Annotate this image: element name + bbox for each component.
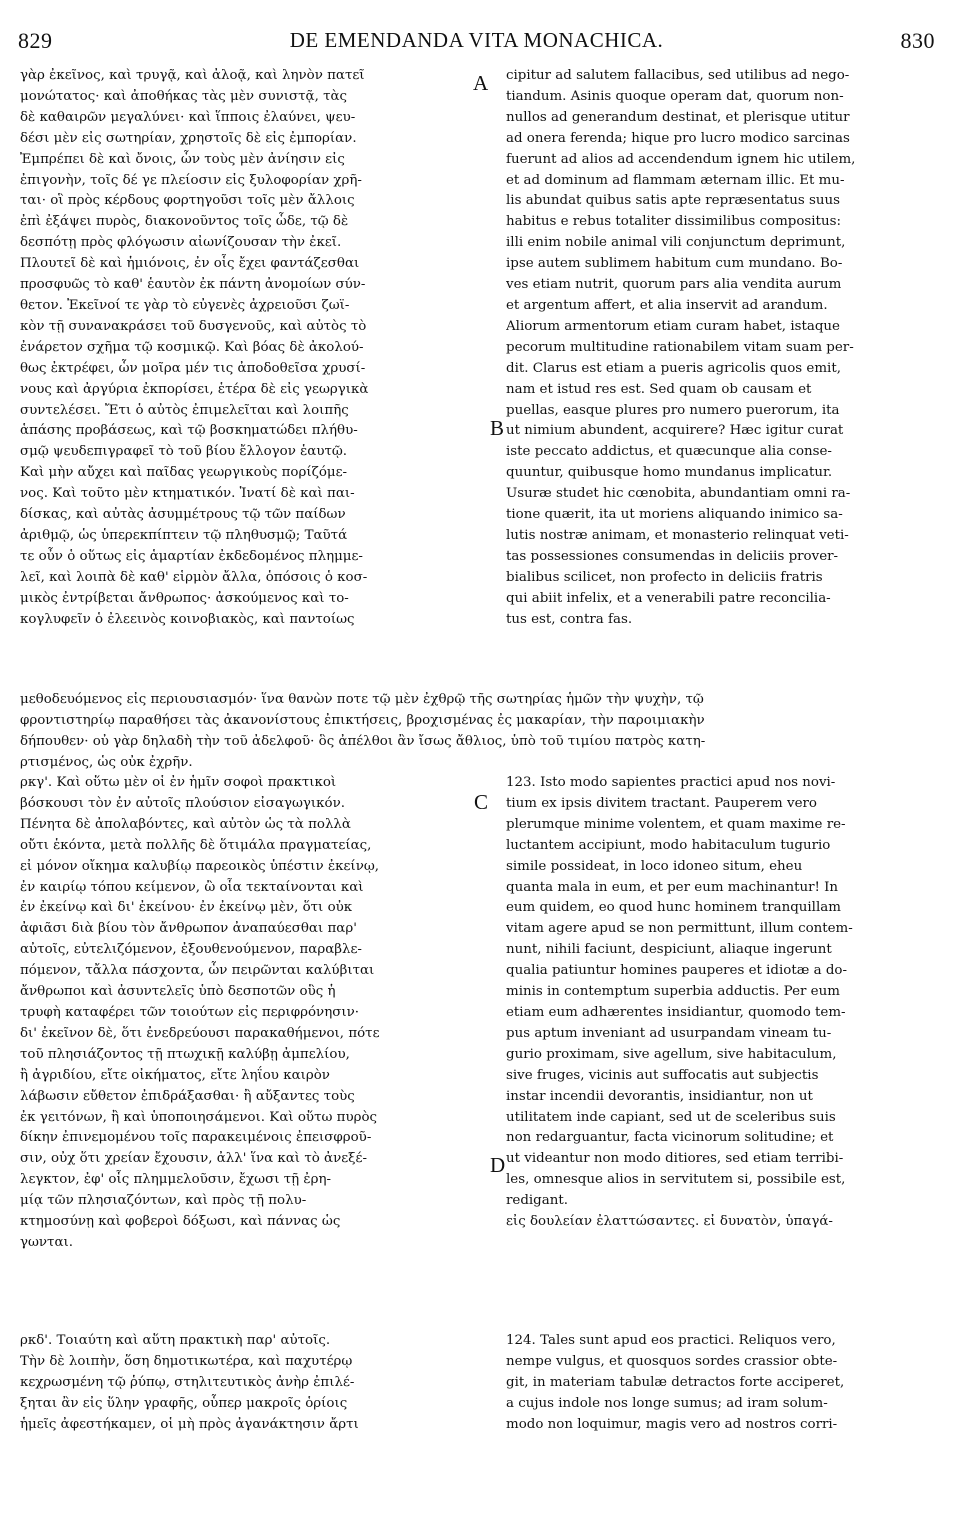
latin-line: pecorum multitudine rationabilem vitam suam per- — [506, 339, 854, 355]
greek-line: δήπουθεν· οὐ γὰρ δηλαδὴ τὴν τοῦ ἀδελφοῦ· ὃς ἀπέλθοι ἂν ἴσως ἄθλιος, ὑπὸ τοῦ τιμίου πατρὸς κατη- — [20, 733, 706, 749]
latin-line: luctantem accipiunt, modo habitaculum tugurio — [506, 837, 831, 853]
page-number-left: 829 — [18, 28, 53, 53]
latin-line: quuntur, quibusque homo mundanus implicatur. — [506, 465, 833, 481]
greek-bleed-line: εἰς δουλείαν ἐλαττώσαντες. εἰ δυνατὸν, ὑπαγά- — [506, 1214, 833, 1229]
greek-line: κὸν τῇ συνανακράσει τοῦ δυσγενοῦς, καὶ αὐτὸς τὸ — [20, 318, 367, 334]
latin-column-section-124 — [506, 1331, 946, 1436]
latin-line: lutis nostræ animam, et monasterio relinquat veti- — [506, 527, 849, 543]
latin-line: utilitatem inde capiant, sed ut de sceleribus suis — [506, 1109, 836, 1125]
greek-line: δέσι μὲν εἰς σωτηρίαν, χρηστοῖς δὲ εἰς ἐμπορίαν. — [20, 130, 357, 146]
greek-line: ἐπιγονὴν, τοῖς δέ γε πλείοσιν εἰς ξυλοφορίαν χρῆ- — [20, 172, 362, 188]
latin-line: gurio proximam, sive agellum, sive habitaculum, — [506, 1046, 837, 1062]
latin-column-top — [506, 66, 946, 630]
greek-line: ἐκ γειτόνων, ἢ καὶ ὑποποιησάμενοι. Καὶ οὕτω πυρὸς — [20, 1109, 378, 1125]
greek-line: νους καὶ ἀργύρια ἐκπορίσει, ἑτέρα δὲ εἰς γεωργικὰ — [20, 381, 369, 397]
latin-line: tus est, contra fas. — [506, 611, 633, 627]
greek-line: τε οὖν ὁ οὕτως εἰς ἁμαρτίαν ἐκδεδομένος πλημμε- — [20, 548, 363, 564]
latin-line: ves etiam nutrit, quorum pars alia vendita aurum — [506, 277, 842, 293]
greek-line: κογλυφεῖν ὁ ἐλεεινὸς κοινοβιακὸς, καὶ παντοίως — [20, 611, 355, 627]
greek-line: ἐνάρετον σχῆμα τῷ κοσμικῷ. Καὶ βόας δὲ ἀκολού- — [20, 339, 364, 355]
latin-line: nempe vulgus, et quosquos sordes crassior obte- — [506, 1353, 838, 1369]
latin-line: tione quærit, ita ut moriens aliquando inimico sa- — [506, 507, 843, 523]
latin-line: les, omnesque alios in servitutem si, possibile est, — [506, 1172, 846, 1188]
greek-line: ἀφιᾶσι διὰ βίου τὸν ἄνθρωπον ἀναπαύεσθαι παρ' — [20, 921, 357, 937]
greek-line: λάβωσιν εὔθετον ἐπιδράξασθαι· ἢ αὔξαντες τοὺς — [20, 1088, 355, 1104]
latin-line: sive fruges, vicinis aut suffocatis aut subjectis — [506, 1067, 819, 1083]
greek-line: εἰ μόνον οἴκημα καλυβίῳ παρεοικὸς ὑπέστιν ἐκείνῳ, — [20, 858, 380, 874]
greek-line: φροντιστηρίῳ παραθήσει τὰς ἀκανονίστους ἐπικτήσεις, βροχισμένας ἐς μακαρίαν, τὴν παροιμιακὴν — [20, 712, 705, 728]
latin-line: minis in contemptum superbia adductis. Per eum — [506, 984, 840, 1000]
latin-line: Usuræ studet hic cœnobita, abundantiam omni ra- — [506, 486, 851, 502]
greek-line: αὐτοῖς, εὐτελιζόμενον, ἐξουθενούμενον, παραβλε- — [20, 942, 362, 958]
greek-column-section-123 — [20, 773, 490, 1254]
latin-line: nullos ad generandum destinat, et plerisque utitur — [506, 109, 850, 125]
greek-line: ἄνθρωποι καὶ ἀσυντελεῖς ὑπὸ δεσποτῶν οὓς ἡ — [20, 984, 336, 1000]
greek-line: Τὴν δὲ λοιπὴν, ὅση δημοτικωτέρα, καὶ παχυτέρῳ — [20, 1353, 353, 1369]
greek-line: δεσπότῃ πρὸς φλόγωσιν αἰωνίζουσαν τὴν ἐκεῖ. — [20, 235, 342, 251]
greek-line: τρυφὴ καταφέρει τῶν τοιούτων εἰς περιφρόνησιν· — [20, 1004, 360, 1020]
latin-column-section-123 — [506, 773, 946, 1212]
greek-line: νος. Καὶ τοῦτο μὲν κτηματικόν. Ἱνατί δὲ καὶ παι- — [20, 486, 355, 502]
greek-line: κτημοσύνῃ καὶ φοβεροὶ δόξωσι, καὶ πάννας ὡς — [20, 1214, 341, 1230]
greek-line: γὰρ ἐκεῖνος, καὶ τρυγᾷ, καὶ ἀλοᾷ, καὶ ληνὸν πατεῖ — [20, 68, 365, 83]
greek-line: βόσκουσι τὸν ἐν αὐτοῖς πλούσιον εἰσαγωγικόν. — [20, 795, 345, 811]
latin-line: nam et istud res est. Sed quam ob causam et — [506, 381, 812, 397]
latin-line: iste peccato addictus, et quæcunque alia conse- — [506, 444, 832, 460]
greek-line: λεγκτον, ἐφ' οἷς πλημμελοῦσιν, ἔχωσι τῇ ἐρη- — [20, 1172, 332, 1188]
greek-column-top — [20, 66, 490, 630]
latin-line: qui abiit infelix, et a venerabili patre reconcilia- — [506, 590, 831, 606]
latin-line: ut nimium abundent, acquirere? Hæc igitur curat — [506, 423, 844, 439]
greek-line: ρκδ'. Τοιαύτη καὶ αὕτη πρακτικὴ παρ' αὐτοῖς. — [20, 1333, 331, 1348]
greek-full-width-passage — [20, 690, 946, 774]
latin-line: et argentum affert, et alia inservit ad arandum. — [506, 297, 828, 313]
latin-line: tiandum. Asinis quoque operam dat, quorum non- — [506, 88, 844, 104]
greek-line: ἐν καιρίῳ τόπου κείμενον, ὢ οἷα τεκταίνονται καὶ — [20, 879, 364, 895]
greek-line: ται· οἳ πρὸς κέρδους φορτηγοῦσι τοῖς μὲν ἄλλοις — [20, 193, 355, 209]
greek-line: ἡμεῖς ἀφεστήκαμεν, οἱ μὴ πρὸς ἀγανάκτησιν ἄρτι — [20, 1416, 359, 1432]
greek-line: μονώτατος· καὶ ἀποθήκας τὰς μὲν συνιστᾷ, τὰς — [20, 88, 348, 104]
latin-line: qualia patiuntur homines pauperes et idiotæ a do- — [506, 963, 847, 979]
latin-line: 123. Isto modo sapientes practici apud nos novi- — [506, 775, 836, 790]
latin-line: tium ex ipsis divitem tractant. Pauperem vero — [506, 795, 817, 811]
page-number-right: 830 — [900, 28, 935, 53]
greek-line: Πλουτεῖ δὲ καὶ ἡμιόνοις, ἐν οἷς ἔχει φαντάζεσθαι — [20, 256, 360, 272]
latin-line: simile possideat, in loco idoneo situm, eheu — [506, 858, 803, 874]
latin-line: illi enim nobile animal vili conjunctum deprimunt, — [506, 235, 846, 251]
latin-line: ad onera ferenda; hique pro lucro modico sarcinas — [506, 130, 850, 146]
greek-line: οὔτι ἑκόντα, μετὰ πολλῆς δὲ ὅτιμάλα πραγματείας, — [20, 837, 372, 853]
greek-line: δίσκας, καὶ αὐτὰς ἀσυμμέτρους τῷ τῶν παίδων — [20, 507, 346, 523]
greek-line: ρτισμένος, ὡς οὐκ ἐχρῆν. — [20, 754, 193, 770]
greek-line: Ἐμπρέπει δὲ καὶ ὄνοις, ὧν τοὺς μὲν ἀνίησιν εἰς — [20, 151, 345, 167]
greek-line: σμῷ ψευδεπιγραφεῖ τὸ τοῦ βίου ἔλλογον ἑαυτῷ. — [20, 444, 348, 460]
greek-line: ἐν ἐκείνῳ καὶ δι' ἐκείνου· ἐν ἐκείνῳ μὲν, ὅτι οὐκ — [20, 900, 353, 916]
greek-line: Πένητα δὲ ἀπολαβόντες, καὶ αὐτὸν ὡς τὰ πολλὰ — [20, 816, 351, 832]
latin-line: modo non loquimur, magis vero ad nostros corri- — [506, 1416, 838, 1432]
running-title: DE EMENDANDA VITA MONACHICA. — [289, 28, 664, 52]
latin-line: quanta mala in eum, et per eum machinantur! In — [506, 879, 839, 895]
greek-line: πόμενον, τἄλλα πάσχοντα, ὧν πειρῶνται καλύβιται — [20, 963, 375, 979]
latin-line: vitam agere apud se non permittunt, illum contem- — [506, 921, 853, 937]
latin-line: instar incendii devorantis, insidiantur, non ut — [506, 1088, 813, 1104]
greek-line: ἢ ἀγριδίου, εἴτε οἰκήματος, εἴτε ληΐου καιρὸν — [20, 1067, 330, 1083]
greek-line: θως ἐκτρέφει, ὧν μοῖρα μέν τις ἀποδοθεῖσα χρυσί- — [20, 360, 366, 376]
greek-line: συντελέσει. Ἔτι ὁ αὐτὸς ἐπιμελεῖται καὶ λοιπῆς — [20, 402, 349, 418]
latin-line: eum quidem, eo quod hunc hominem tranquillam — [506, 900, 841, 916]
latin-line: cipitur ad salutem fallacibus, sed utilibus ad nego- — [506, 68, 850, 83]
latin-line: redigant. — [506, 1193, 568, 1209]
greek-line: ξηται ἂν εἰς ὕλην γραφῆς, οὗπερ μακροῖς ὁρίοις — [20, 1395, 348, 1411]
latin-line: bialibus scilicet, non profecto in deliciis fratris — [506, 569, 823, 585]
greek-line: τοῦ πλησιάζοντος τῇ πτωχικῇ καλύβῃ ἀμπελίου, — [20, 1046, 350, 1062]
greek-line: μεθοδευόμενος εἰς περιουσιασμόν· ἵνα θανὼν ποτε τῷ μὲν ἐχθρῷ τῆς σωτηρίας ἡμῶν τὴν ψυχὴν, τῷ — [20, 692, 704, 707]
latin-line: plerumque minime volentem, et quam maxime re- — [506, 816, 846, 832]
greek-line: κεχρωσμένη τῷ ῥύπῳ, στηλιτευτικὸς ἀνὴρ ἐπιλέ- — [20, 1374, 355, 1390]
greek-line: μικὸς ἐντρίβεται ἄνθρωπος· ἀσκούμενος καὶ το- — [20, 590, 349, 606]
latin-line: fuerunt ad alios ad accendendum ignem hic utilem, — [506, 151, 856, 167]
latin-line: non redarguantur, facta vicinorum solitudine; et — [506, 1130, 834, 1146]
greek-line: θετον. Ἐκεῖνοί τε γὰρ τὸ εὐγενὲς ἀχρειοῦσι ζωϊ- — [20, 297, 350, 313]
latin-line: ipse autem sublimem habitum cum mundano. Bo- — [506, 256, 843, 272]
margin-letter-b: B — [490, 416, 505, 440]
greek-line: σιν, οὐχ ὅτι χρείαν ἔχουσιν, ἀλλ' ἵνα καὶ τὸ ἀνεξέ- — [20, 1151, 367, 1167]
latin-line: tas possessiones consumendas in deliciis prover- — [506, 548, 839, 564]
latin-line: puellas, easque plures pro numero puerorum, ita — [506, 402, 840, 418]
running-header — [18, 28, 935, 58]
margin-letter-a: A — [473, 71, 489, 95]
greek-line: δίκην ἐπινεμομένου τοῖς παρακειμένοις ἐπεισφροῦ- — [20, 1130, 372, 1146]
latin-line: 124. Tales sunt apud eos practici. Reliquos vero, — [506, 1333, 836, 1348]
greek-line: προσφυῶς τὸ καθ' ἑαυτὸν ἐκ πάντη ἀνομοίων σύν- — [20, 277, 366, 293]
latin-line: etiam eum adhærentes insidiantur, quomodo tem- — [506, 1004, 846, 1020]
greek-line: δι' ἐκεῖνον δὲ, ὅτι ἐνεδρεύουσι παρακαθήμενοι, πότε — [20, 1025, 380, 1041]
greek-line: ἐπὶ ἐξάψει πυρὸς, διακονοῦντος τοῖς ὧδε, τῷ δὲ — [20, 214, 349, 230]
latin-line: et ad dominum ad flammam æternam illic. Et mu- — [506, 172, 845, 188]
greek-column-section-124 — [20, 1331, 490, 1436]
latin-line: git, in materiam tabulæ detractos forte acciperet, — [506, 1374, 845, 1390]
latin-line: habitus e rebus totaliter dissimilibus compositus: — [506, 214, 841, 230]
latin-line: Aliorum armentorum etiam curam habet, istaque — [506, 318, 840, 334]
greek-line: λεῖ, καὶ λοιπὰ δὲ καθ' εἱρμὸν ἄλλα, ὁπόσοις ὁ κοσ- — [20, 569, 368, 585]
greek-line: Καὶ μὴν αὔχει καὶ παῖδας γεωργικοὺς πορίζόμε- — [20, 465, 348, 481]
margin-letter-c: C — [474, 790, 489, 814]
greek-line: ἁπάσης προβάσεως, καὶ τῷ βοσκηματώδει πλήθυ- — [20, 423, 358, 439]
latin-line: nunt, nihili faciunt, despiciunt, aliaque ingerunt — [506, 942, 832, 958]
greek-line: μίᾳ τῶν πλησιαζόντων, καὶ πρὸς τῇ πολυ- — [20, 1193, 307, 1209]
greek-line: ρκγ'. Καὶ οὕτω μὲν οἱ ἐν ἡμῖν σοφοὶ πρακτικοὶ — [20, 775, 337, 790]
latin-line: pus aptum inveniant ad usurpandam vineam tu- — [506, 1025, 832, 1041]
latin-line: ut videantur non modo ditiores, sed etiam terribi- — [506, 1151, 844, 1167]
latin-line: a cujus indole nos longe sumus; ad iram solum- — [506, 1395, 828, 1411]
greek-line: δὲ καθαιρῶν μεγαλύνει· καὶ ἵπποις ἐλαύνει, ψευ- — [20, 109, 356, 125]
greek-line: ἀριθμῷ, ὡς ὑπερεκπίπτειν τῷ πληθυσμῷ; Ταῦτά — [20, 527, 348, 543]
latin-line: lis abundat quibus satis apte repræsentatus suus — [506, 193, 841, 209]
latin-line: dit. Clarus est etiam a pueris agricolis quos emit, — [506, 360, 841, 376]
greek-line: γωνται. — [20, 1234, 74, 1250]
margin-letter-d: D — [490, 1153, 506, 1177]
